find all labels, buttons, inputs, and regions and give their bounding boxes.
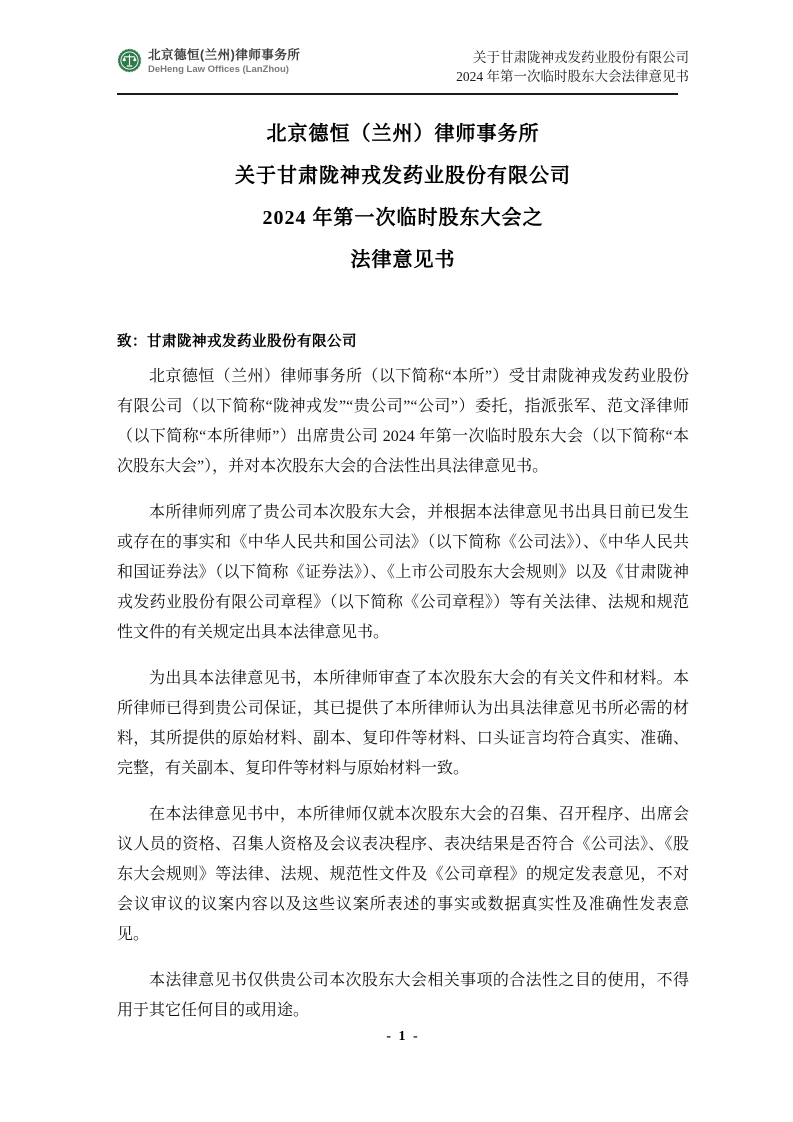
firm-brand [117,48,300,75]
firm-name-cn: 北京德恒(兰州)律师事务所 [148,48,301,62]
paragraph-legal-basis: 本所律师列席了贵公司本次股东大会，并根据本法律意见书出具日前已发生或存在的事实和《中华人民共和国公司法》（以下简称《公司法》）、《中华人民共和国证券法》（以下简称《证券法》）、《上市公司股东大会规则》以及《甘肃陇神戎发药业股份有限公司章程》（以下简称《公司章程》）等有关法律、法规和规范性文件的有关规定出具本法律意见书。 [117,504,689,641]
title-line-2: 关于甘肃陇神戎发药业股份有限公司 [235,165,571,187]
firm-name-en: DeHeng Law Offices (LanZhou) [148,64,289,75]
header-doc-reference [456,48,689,86]
salutation: 致：甘肃陇神戎发药业股份有限公司 [117,334,357,350]
paragraph-engagement: 北京德恒（兰州）律师事务所（以下简称“本所”）受甘肃陇神戎发药业股份有限公司（以下简称“陇神戎发”“贵公司”“公司”）委托，指派张军、范文泽律师（以下简称“本所律师”）出席贵公司 2024 年第一次临时股东大会（以下简称“本次股东大会”），并对本次股东大会的合法性出具法律意见书。 [117,368,689,475]
title-line-1: 北京德恒（兰州）律师事务所 [266,123,540,145]
firm-brand-text [148,48,300,75]
header-divider [117,93,678,95]
page-header [117,48,689,86]
page-number: - 1 - [386,1029,420,1044]
title-line-3: 2024 年第一次临时股东大会之 [262,207,544,229]
title-line-4: 法律意见书 [350,249,456,271]
header-ref-line-2: 2024 年第一次临时股东大会法律意见书 [456,69,689,84]
document-title [117,113,689,281]
header-ref-line-1: 关于甘肃陇神戎发药业股份有限公司 [473,50,689,65]
scales-of-justice-icon [117,48,142,73]
paragraph-scope-of-opinion: 在本法律意见书中，本所律师仅就本次股东大会的召集、召开程序、出席会议人员的资格、召集人资格及会议表决程序、表决结果是否符合《公司法》、《股东大会规则》等法律、法规、规范性文件及《公司章程》的规定发表意见，不对会议审议的议案内容以及这些议案所表述的事实或数据真实性及准确性发表意见。 [117,806,689,943]
paragraph-usage-restriction: 本法律意见书仅供贵公司本次股东大会相关事项的合法性之目的使用，不得用于其它任何目的或用途。 [117,972,689,1019]
paragraph-materials-review: 为出具本法律意见书，本所律师审查了本次股东大会的有关文件和材料。本所律师已得到贵公司保证，其已提供了本所律师认为出具法律意见书所必需的材料，其所提供的原始材料、副本、复印件等材料、口头证言均符合真实、准确、完整，有关副本、复印件等材料与原始材料一致。 [117,670,689,777]
